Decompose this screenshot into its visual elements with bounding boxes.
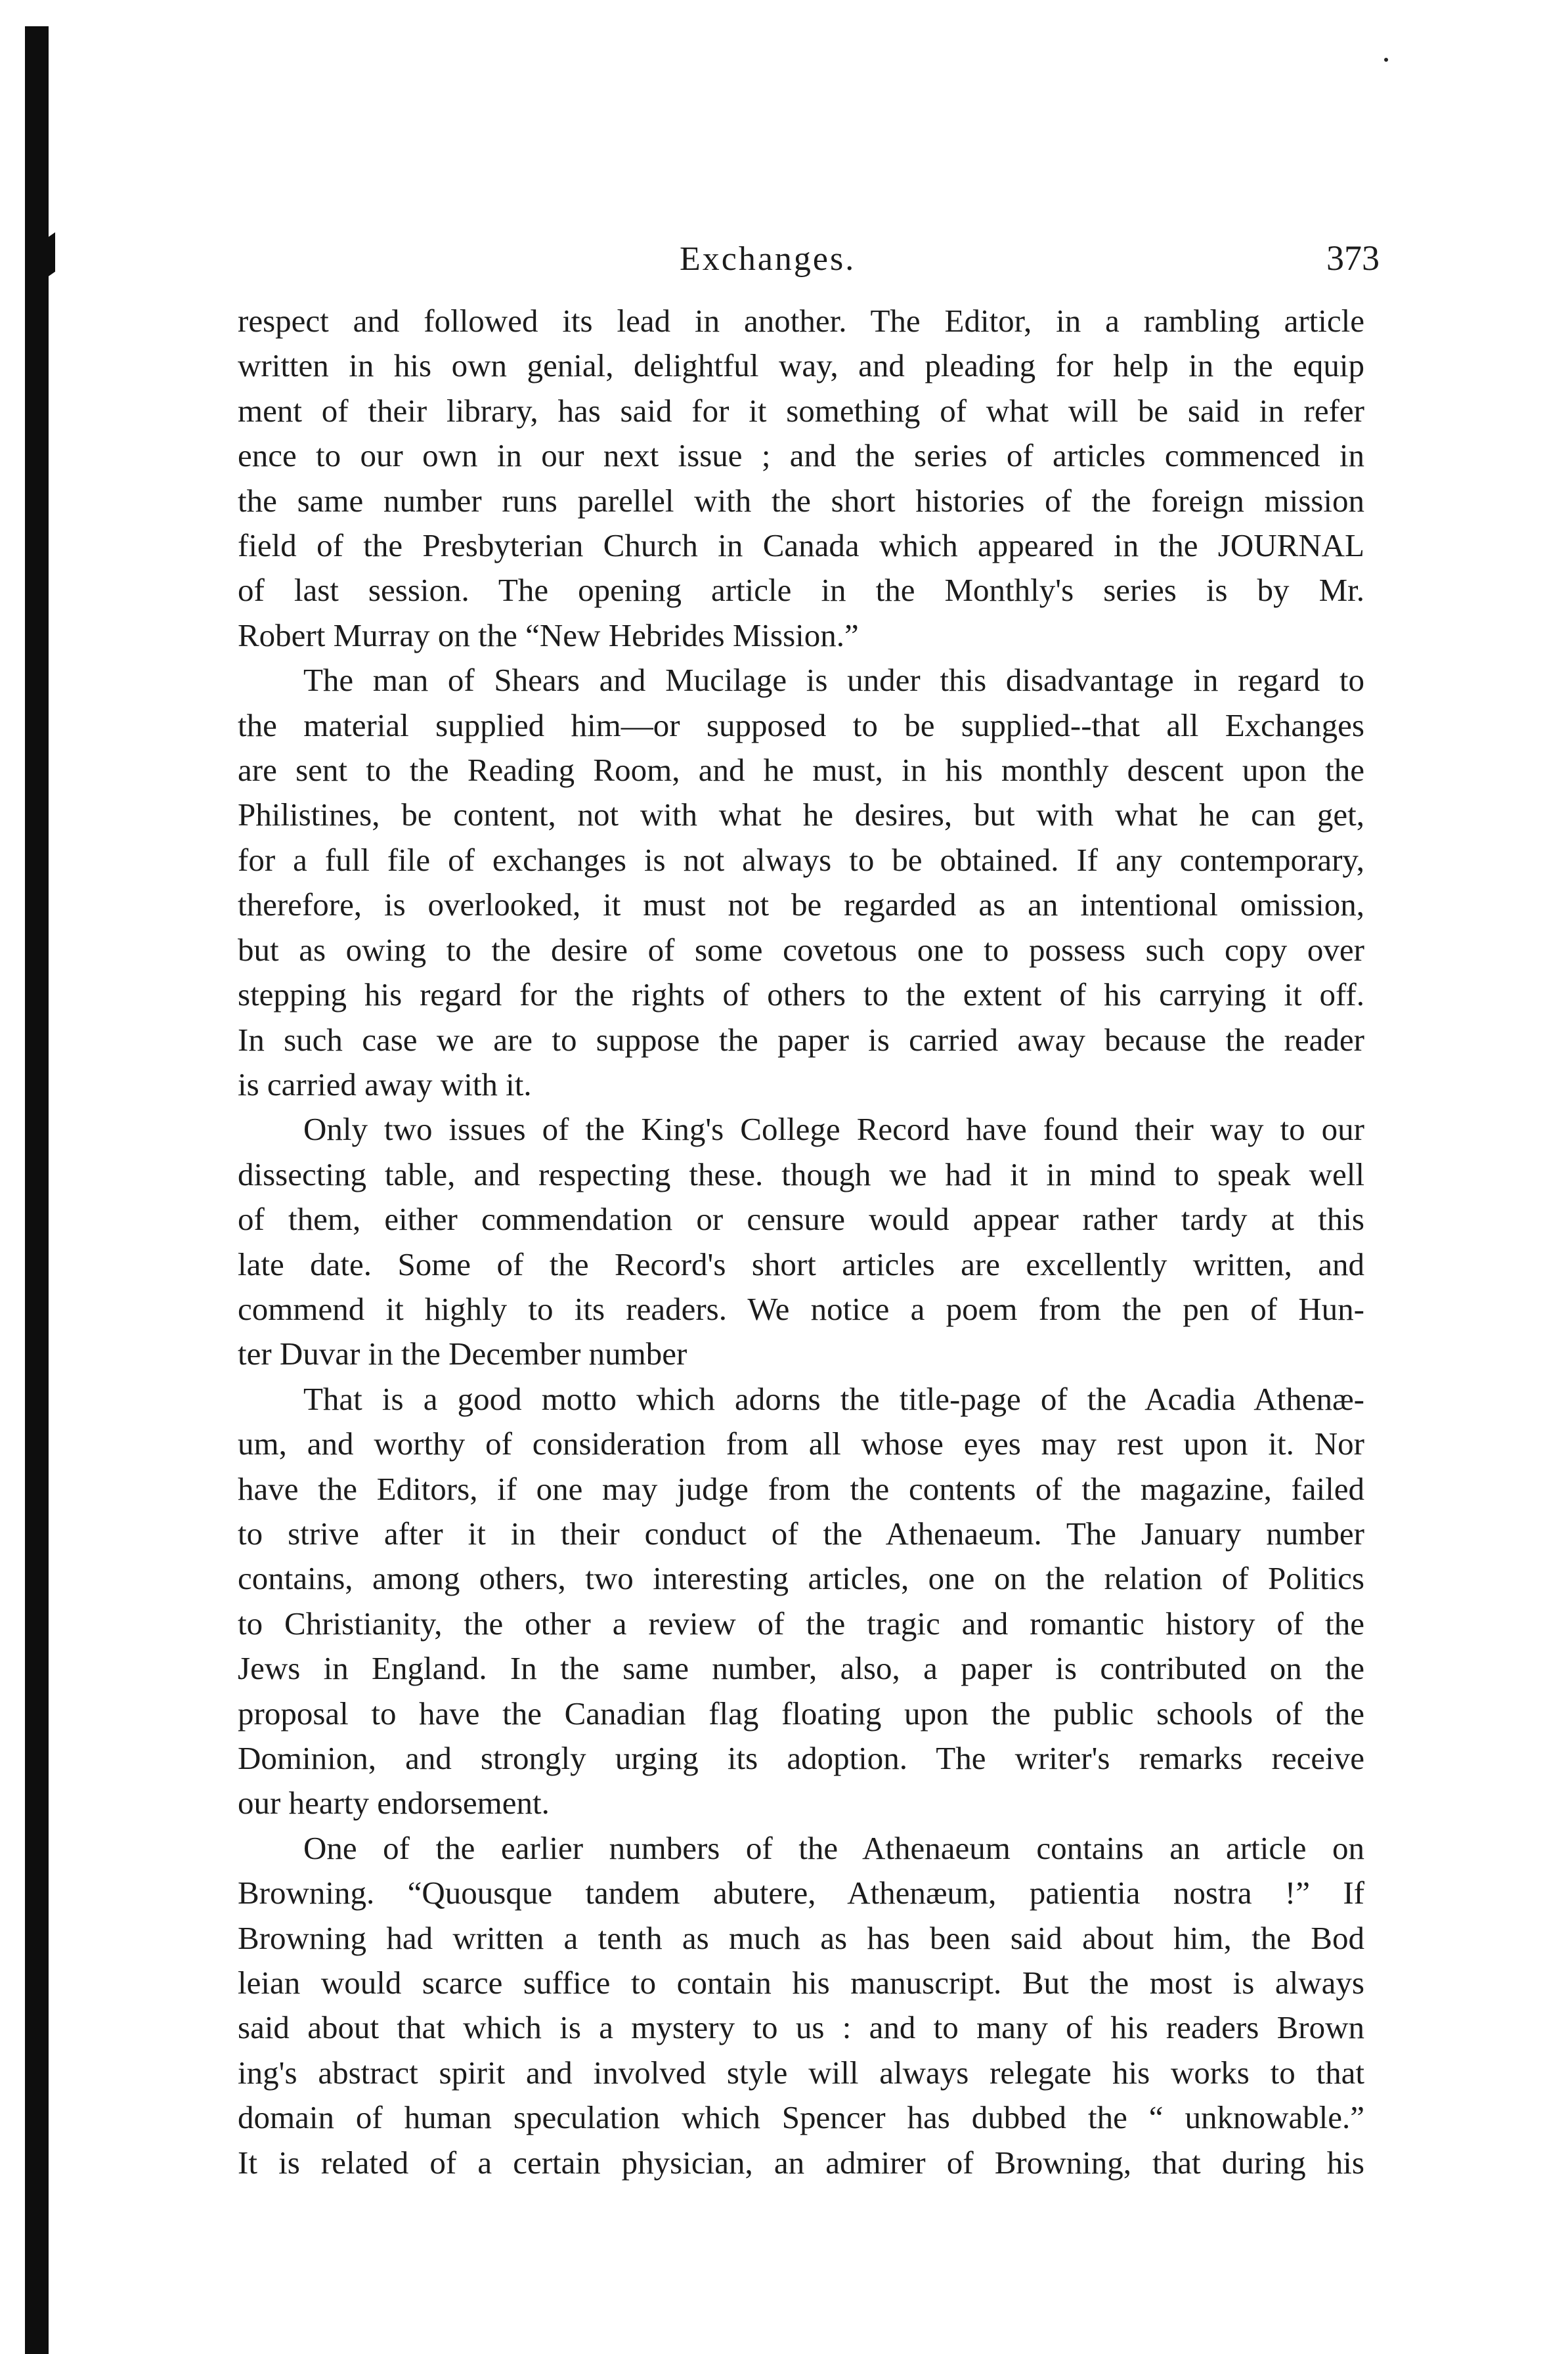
paragraph [238, 1377, 1364, 1826]
paragraph [238, 658, 1364, 1107]
paragraph [238, 299, 1364, 658]
text-line: our hearty endorsement. [238, 1785, 550, 1821]
text-line: Browning. “Quousque tandem abutere, Athenæum, patientia nostra !” If [238, 1875, 1364, 1911]
text-line: The man of Shears and Mucilage is under this disadvantage in regard to [303, 662, 1364, 699]
text-line: That is a good motto which adorns the title-page of the Acadia Athenæ- [303, 1380, 1364, 1417]
text-line: In such case we are to suppose the paper is carried away because the reader [238, 1021, 1364, 1058]
scan-speck [1384, 58, 1388, 62]
text-line: domain of human speculation which Spencer has dubbed the “ unknowable.” [238, 2099, 1364, 2136]
text-line: but as owing to the desire of some covetous one to possess such copy over [238, 931, 1364, 968]
text-line: ment of their library, has said for it something of what will be said in refer [238, 392, 1364, 429]
paragraph [238, 1826, 1364, 2185]
text-line: Only two issues of the King's College Record have found their way to our [303, 1111, 1364, 1148]
page-number: 373 [1326, 238, 1380, 278]
text-line: Robert Murray on the “New Hebrides Mission.” [238, 617, 859, 653]
text-line: um, and worthy of consideration from all whose eyes may rest upon it. Nor [238, 1426, 1364, 1462]
text-line: ence to our own in our next issue ; and the series of articles commenced in [238, 437, 1364, 474]
text-line: of last session. The opening article in the Monthly's series is by Mr. [238, 572, 1364, 609]
text-line: for a full file of exchanges is not always to be obtained. If any contemporary, [238, 841, 1364, 878]
text-line: It is related of a certain physician, an admirer of Browning, that during his [238, 2144, 1364, 2181]
text-line: leian would scarce suffice to contain his manuscript. But the most is always [238, 1965, 1364, 2001]
text-line: Dominion, and strongly urging its adoption. The writer's remarks receive [238, 1740, 1364, 1776]
text-line: proposal to have the Canadian flag floating upon the public schools of the [238, 1695, 1364, 1732]
text-line: is carried away with it. [238, 1066, 532, 1102]
paragraph [238, 1107, 1364, 1376]
text-line: field of the Presbyterian Church in Canada which appeared in the JOURNAL [238, 527, 1364, 564]
text-line: Browning had written a tenth as much as has been said about him, the Bod [238, 1919, 1364, 1956]
body-text [238, 299, 1364, 2185]
scan-edge [25, 26, 49, 2354]
text-line: ing's abstract spirit and involved style will always relegate his works to that [238, 2054, 1364, 2091]
text-line: therefore, is overlooked, it must not be regarded as an intentional omission, [238, 886, 1364, 923]
text-line: of them, either commendation or censure would appear rather tardy at this [238, 1201, 1364, 1238]
text-line: respect and followed its lead in another. The Editor, in a rambling article [238, 303, 1364, 339]
text-line: have the Editors, if one may judge from the contents of the magazine, failed [238, 1470, 1364, 1507]
text-line: Philistines, be content, not with what he desires, but with what he can get, [238, 796, 1364, 833]
text-line: the same number runs parellel with the short histories of the foreign mission [238, 482, 1364, 519]
text-line: ter Duvar in the December number [238, 1336, 687, 1372]
text-line: to Christianity, the other a review of the tragic and romantic history of the [238, 1605, 1364, 1642]
text-line: written in his own genial, delightful way, and pleading for help in the equip [238, 347, 1364, 384]
text-line: the material supplied him—or supposed to be supplied--that all Exchanges [238, 707, 1364, 743]
text-line: Jews in England. In the same number, also, a paper is contributed on the [238, 1650, 1364, 1687]
text-line: stepping his regard for the rights of others to the extent of his carrying it off. [238, 976, 1364, 1013]
text-line: dissecting table, and respecting these. though we had it in mind to speak well [238, 1156, 1364, 1192]
text-line: said about that which is a mystery to us : and to many of his readers Brown [238, 2009, 1364, 2046]
text-line: to strive after it in their conduct of the Athenaeum. The January number [238, 1515, 1364, 1552]
scan-notch [43, 232, 55, 280]
text-line: contains, among others, two interesting articles, one on the relation of Politics [238, 1560, 1364, 1597]
text-line: commend it highly to its readers. We notice a poem from the pen of Hun- [238, 1290, 1364, 1327]
text-line: late date. Some of the Record's short articles are excellently written, and [238, 1246, 1364, 1282]
text-line: One of the earlier numbers of the Athenaeum contains an article on [303, 1829, 1364, 1866]
text-line: are sent to the Reading Room, and he must, in his monthly descent upon the [238, 752, 1364, 789]
running-head: Exchanges. [680, 240, 856, 278]
